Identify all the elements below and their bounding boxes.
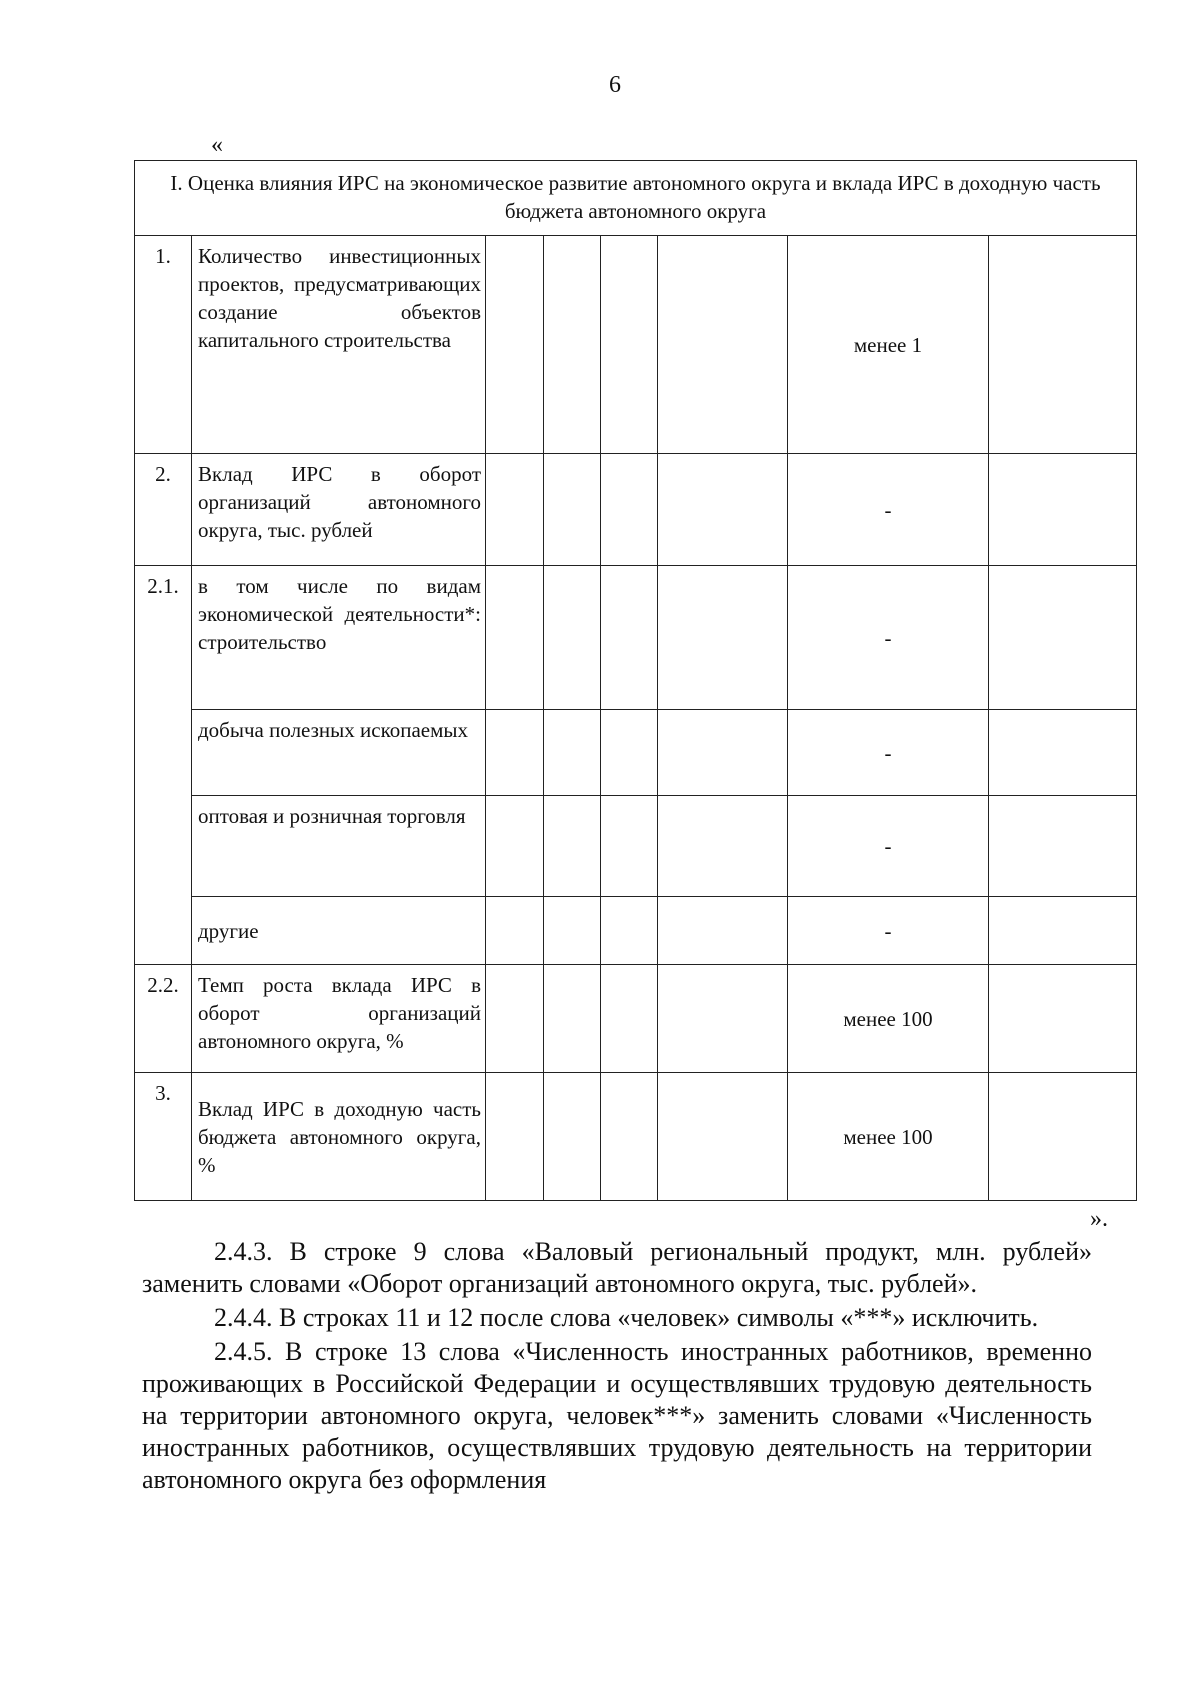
row-label: Вклад ИРС в оборот организаций автономного округа, тыс. рублей: [192, 454, 486, 566]
empty-cell: [658, 710, 788, 796]
row-value: -: [788, 710, 989, 796]
table-row: [135, 1073, 1137, 1201]
table-row: [135, 897, 1137, 965]
empty-cell: [601, 897, 658, 965]
empty-cell: [658, 897, 788, 965]
page-number: 6: [609, 72, 621, 98]
table-section-header-row: [135, 161, 1137, 236]
empty-cell: [544, 710, 601, 796]
empty-cell: [544, 897, 601, 965]
empty-cell: [601, 796, 658, 897]
empty-cell: [601, 454, 658, 566]
table-row: [135, 965, 1137, 1073]
table-row: [135, 566, 1137, 710]
empty-cell: [486, 897, 544, 965]
empty-cell: [658, 796, 788, 897]
row-label: Количество инвестиционных проектов, предусматривающих создание объектов капитального строительства: [192, 236, 486, 454]
row-number: 2.1.: [135, 566, 192, 965]
empty-cell: [989, 566, 1137, 710]
row-label: Вклад ИРС в доходную часть бюджета автономного округа, %: [192, 1073, 486, 1201]
paragraph-2-4-5: 2.4.5. В строке 13 слова «Численность иностранных работников, временно проживающих в Российской Федерации и осуществлявших трудовую деятельность на территории автономного округа, человек***» заменить словами «Численность иностранных работников, осуществлявших трудовую деятельность на территории автономного округа без оформления: [142, 1337, 1092, 1494]
empty-cell: [658, 454, 788, 566]
empty-cell: [486, 710, 544, 796]
row-number: 3.: [135, 1073, 192, 1201]
empty-cell: [989, 236, 1137, 454]
table-row: [135, 796, 1137, 897]
empty-cell: [544, 796, 601, 897]
empty-cell: [601, 710, 658, 796]
empty-cell: [486, 965, 544, 1073]
table-row: [135, 236, 1137, 454]
row-value: -: [788, 566, 989, 710]
row-number: 1.: [135, 236, 192, 454]
empty-cell: [989, 710, 1137, 796]
empty-cell: [601, 566, 658, 710]
open-quote-mark: «: [211, 132, 223, 158]
paragraph-2-4-3: 2.4.3. В строке 9 слова «Валовый региональный продукт, млн. рублей» заменить словами «Оборот организаций автономного округа, тыс. рублей».: [142, 1237, 1092, 1298]
row-value: менее 100: [788, 965, 989, 1073]
indicators-table: [134, 160, 1137, 1201]
row-value: -: [788, 796, 989, 897]
row-number: 2.2.: [135, 965, 192, 1073]
row-number: 2.: [135, 454, 192, 566]
empty-cell: [989, 454, 1137, 566]
amendment-text: [142, 1236, 1092, 1498]
row-label: Темп роста вклада ИРС в оборот организаций автономного округа, %: [192, 965, 486, 1073]
row-value: менее 100: [788, 1073, 989, 1201]
empty-cell: [544, 1073, 601, 1201]
empty-cell: [658, 236, 788, 454]
empty-cell: [544, 566, 601, 710]
empty-cell: [658, 1073, 788, 1201]
table-row: [135, 454, 1137, 566]
empty-cell: [601, 965, 658, 1073]
empty-cell: [601, 1073, 658, 1201]
empty-cell: [989, 965, 1137, 1073]
row-value: -: [788, 454, 989, 566]
empty-cell: [486, 1073, 544, 1201]
empty-cell: [486, 796, 544, 897]
close-quote-mark: ».: [1090, 1206, 1108, 1232]
empty-cell: [486, 454, 544, 566]
row-value: менее 1: [788, 236, 989, 454]
row-label: добыча полезных ископаемых: [192, 710, 486, 796]
empty-cell: [658, 965, 788, 1073]
table-row: [135, 710, 1137, 796]
empty-cell: [544, 965, 601, 1073]
section-title: I. Оценка влияния ИРС на экономическое развитие автономного округа и вклада ИРС в доходную часть бюджета автономного округа: [135, 161, 1137, 236]
empty-cell: [658, 566, 788, 710]
row-label: другие: [192, 897, 486, 965]
empty-cell: [544, 236, 601, 454]
empty-cell: [989, 796, 1137, 897]
paragraph-2-4-4: 2.4.4. В строках 11 и 12 после слова «человек» символы «***» исключить.: [214, 1303, 1039, 1332]
empty-cell: [601, 236, 658, 454]
empty-cell: [989, 897, 1137, 965]
empty-cell: [486, 236, 544, 454]
row-label: в том числе по видам экономической деятельности*: строительство: [192, 566, 486, 710]
row-value: -: [788, 897, 989, 965]
empty-cell: [486, 566, 544, 710]
row-label: оптовая и розничная торговля: [192, 796, 486, 897]
empty-cell: [544, 454, 601, 566]
empty-cell: [989, 1073, 1137, 1201]
